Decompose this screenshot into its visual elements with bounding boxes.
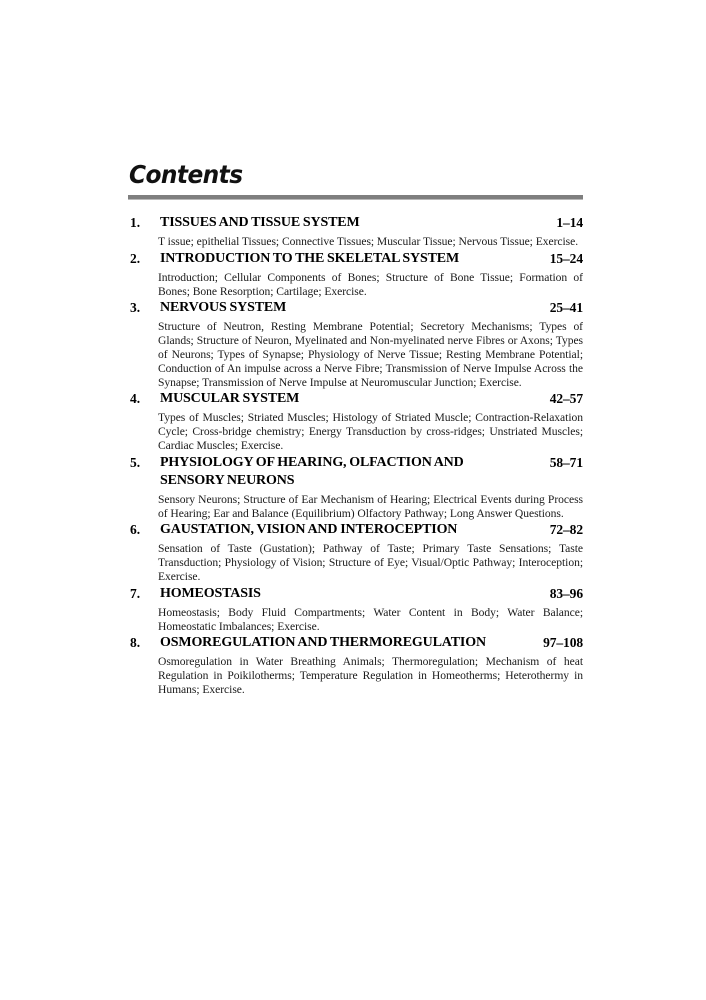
chapter-topics: Sensory Neurons; Structure of Ear Mechanism of Hearing; Electrical Events during Process of Hearing; Ear and Balance (Equilibrium) Olfactory Pathway; Long Answer Questions. [158,492,583,520]
table-of-contents-list [128,214,583,697]
chapter-page-range: 15–24 [549,250,583,266]
chapter-page-range: 97–108 [543,635,583,651]
chapter-number: 1. [130,215,141,230]
chapter-title: OSMOREGULATION AND THERMOREGULATION [160,635,486,651]
chapter-page-range: 58–71 [549,454,583,470]
chapter-heading-row [128,521,583,539]
toc-entry-chapter-5[interactable] [128,454,583,521]
chapter-heading-row [128,390,583,408]
chapter-heading-row [128,634,583,652]
chapter-page-range: 1–14 [556,215,583,230]
chapter-number: 6. [130,522,141,538]
toc-entry-chapter-6[interactable] [128,521,583,583]
toc-entry-chapter-4[interactable] [128,390,583,452]
page-title: Contents [129,160,243,189]
toc-entry-chapter-8[interactable] [128,634,583,696]
toc-entry-chapter-3[interactable] [128,299,583,389]
chapter-title: HOMEOSTASIS [160,585,261,601]
chapter-number: 4. [130,391,141,407]
chapter-heading-row [128,454,583,490]
chapter-topics: Types of Muscles; Striated Muscles; Histology of Striated Muscle; Contraction-Relaxation Cycle; Cross-bridge chemistry; Energy Transduction by cross-ridges; Unstriated Muscles; Cardiac Muscles; Exercise. [158,411,583,452]
contents-page-body [128,162,583,698]
chapter-heading-row [128,214,583,232]
chapter-page-range: 25–41 [549,300,583,316]
chapter-topics: Sensation of Taste (Gustation); Pathway of Taste; Primary Taste Sensations; Taste Transduction; Physiology of Vision; Structure of Eye; Visual/Optic Pathway; Interoception; Exercise. [158,542,583,583]
chapter-number: 5. [130,454,141,470]
chapter-number: 3. [130,300,141,316]
heading-divider-rule [128,195,583,200]
chapter-topics: Structure of Neutron, Resting Membrane Potential; Secretory Mechanisms; Types of Glands; Structure of Neuron, Myelinated and Non-myelinated nerve Fibres or Axons; Types of Neurons; Types of Synapse; Physiology of Nerve Tissue; Resting Membrane Potential; Conduction of An impulse across a Nerve Fibre; Transmission of Nerve Impulse Across the Synapse; Transmission of Nerve Impulse at Neuromuscular Junction; Exercise. [158,320,583,389]
chapter-title: PHYSIOLOGY OF HEARING, OLFACTION AND SENSORY NEURONS [160,454,464,488]
toc-entry-chapter-2[interactable] [128,250,583,299]
chapter-topics: Introduction; Cellular Components of Bones; Structure of Bone Tissue; Formation of Bones; Bone Resorption; Cartilage; Exercise. [158,270,583,298]
chapter-page-range: 83–96 [549,585,583,601]
chapter-title: MUSCULAR SYSTEM [160,391,300,407]
chapter-number: 7. [130,585,141,601]
chapter-topics: Osmoregulation in Water Breathing Animals; Thermoregulation; Mechanism of heat Regulation in Poikilotherms; Temperature Regulation in Homeotherms; Heterothermy in Humans; Exercise. [158,655,583,696]
chapter-title: NERVOUS SYSTEM [160,300,287,316]
chapter-heading-row [128,250,583,268]
chapter-number: 2. [130,250,141,266]
toc-entry-chapter-1[interactable] [128,214,583,249]
chapter-title: GAUSTATION, VISION AND INTEROCEPTION [160,522,458,538]
chapter-heading-row [128,585,583,603]
chapter-page-range: 42–57 [549,391,583,407]
toc-entry-chapter-7[interactable] [128,585,583,634]
chapter-heading-row [128,299,583,317]
chapter-title: INTRODUCTION TO THE SKELETAL SYSTEM [160,250,460,266]
chapter-title: TISSUES AND TISSUE SYSTEM [160,215,360,230]
chapter-topics: T issue; epithelial Tissues; Connective Tissues; Muscular Tissue; Nervous Tissue; Exercise. [158,235,579,248]
chapter-number: 8. [130,635,141,651]
chapter-page-range: 72–82 [549,522,583,538]
chapter-topics: Homeostasis; Body Fluid Compartments; Water Content in Body; Water Balance; Homeostatic Imbalances; Exercise. [158,605,583,633]
